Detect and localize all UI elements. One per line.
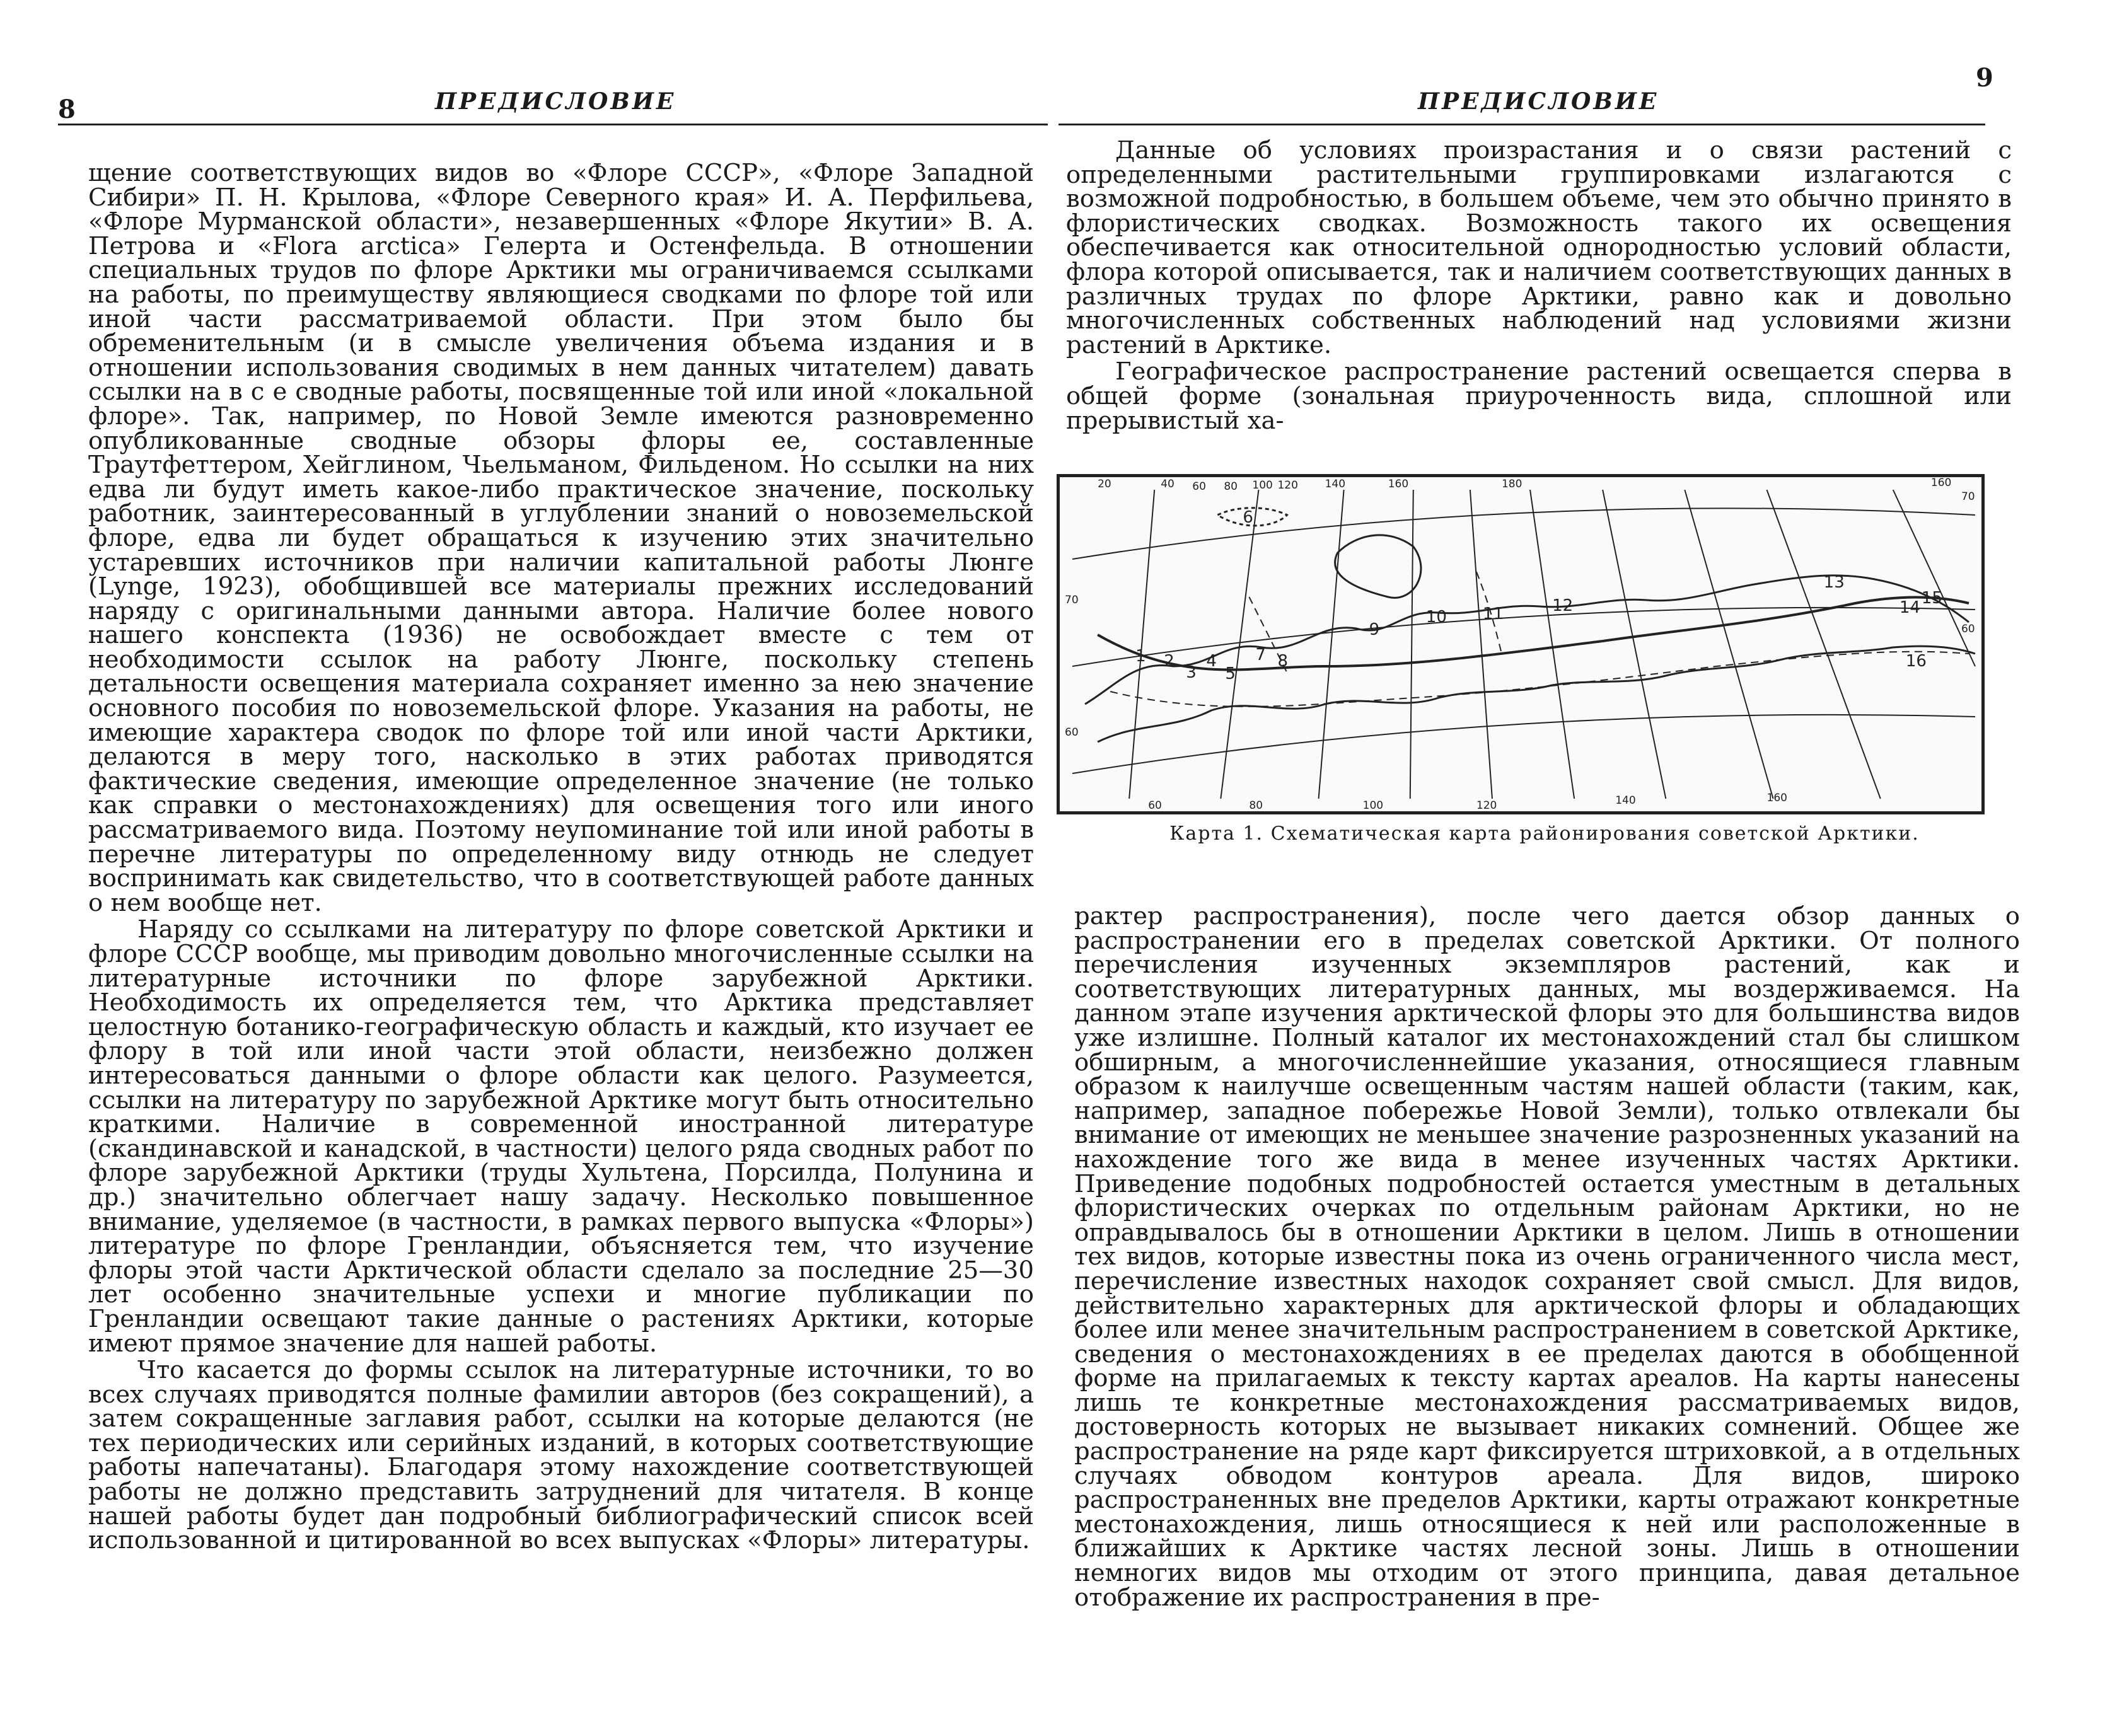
- header-rule: [1058, 124, 1985, 125]
- map-region-number: 15: [1921, 589, 1942, 608]
- paragraph: Данные об условиях произрастания и о связи растений с определенными растительными группировками излагаются с возможной подробностью, в большем объеме, чем это обычно принято в флористических сводках. Возможность такого их освещения обеспечивается как относительной однородностью условий области, флора которой описывается, так и наличием соответствующих данных в различных трудах по флоре Арктики, равно как и довольно многочисленных собственных наблюдений над условиями жизни растений в Арктике.: [1066, 136, 2012, 359]
- meridian-lines: [1129, 490, 1975, 799]
- map-figure: [1057, 474, 1985, 814]
- map-tick-bottom: 100: [1362, 799, 1384, 811]
- map-region-number: 12: [1552, 596, 1574, 615]
- paragraph: рактер распространения), после чего дается обзор данных о распространении его в пределах советской Арктики. От полного перечисления изученных экземпляров растений, как и соответствующих литературных данных, мы воздерживаемся. На данном этапе изучения арктической флоры это для большинства видов уже излишне. Полный каталог их местонахождений стал бы слишком обширным, а многочисленнейшие указания, относящиеся главным образом к наилучше освещенным частям нашей области (таким, как, например, западное побережье Новой Земли), только отвлекали бы внимание от имеющих не меньшее значение разрозненных указаний на нахождение того же вида в менее изученных частях Арктики. Приведение подобных подробностей остается уместным в детальных флористических очерках по отдельным районам Арктики, но не оправдывалось бы в отношении Арктики в целом. Лишь в отношении тех видов, которые известны пока из очень ограниченного числа мест, перечисление известных находок сохраняет свой смысл. Для видов, действительно характерных для арктической флоры и обладающих более или менее значительным распространением в советской Арктике, сведения о местонахождениях в ее пределах даются в обобщенной форме на прилагаемых к тексту картах ареалов. На карты нанесены лишь те конкретные местонахождения рассматриваемых видов, достоверность которых не вызывает никаких сомнений. Общее же распространение на ряде карт фиксируется штриховкой, а в отдельных случаях обводом контуров ареала. Для видов, широко распространенных вне пределов Арктики, карты отражают конкретные местонахождения, лишь относящиеся к ней или расположенные в ближайших к Арктике частях лесной зоны. Лишь в отношении немногих видов мы отходим от этого принципа, давая детальное отображение их распространения в пре-: [1074, 902, 2020, 1612]
- paragraph: Наряду со ссылками на литературу по флоре советской Арктики и флоре СССР вообще, мы приводим довольно многочисленные ссылки на литературные источники по флоре зарубежной Арктики. Необходимость их определяется тем, что Арктика представляет целостную ботанико-географическую область и каждый, кто изучает ее флору в той или иной части этой области, неизбежно должен интересоваться данными о флоре области как целого. Разумеется, ссылки на литературу по зарубежной Арктике могут быть относительно краткими. Наличие в современной иностранной литературе (скандинавской и канадской, в частности) целого ряда сводных работ по флоре зарубежной Арктики (труды Хультена, Порсилда, Полунина и др.) значительно облегчает нашу задачу. Несколько повышенное внимание, уделяемое (в частности, в рамках первого выпуска «Флоры») литературе по флоре Гренландии, объясняется тем, что изучение флоры этой части Арктической области сделало за последние 25—30 лет особенно значительные успехи и многие публикации по Гренландии освещают такие данные о растениях Арктики, которые имеют прямое значение для нашей работы.: [88, 915, 1034, 1358]
- right-text-column-top: [1066, 136, 2012, 435]
- coastline: [1085, 508, 1975, 742]
- paragraph: Географическое распространение растений освещается сперва в общей форме (зональная приуроченность вида, сплошной или прерывистый ха-: [1066, 357, 2012, 435]
- map-region-number: 14: [1899, 598, 1920, 617]
- map-tick-bottom: 120: [1476, 799, 1497, 811]
- right-text-column-bottom: [1074, 902, 2020, 1612]
- parallel-lines: [1072, 508, 1975, 773]
- paragraph: щение соответствующих видов во «Флоре СССР», «Флоре Западной Сибири» П. Н. Крылова, «Флоре Северного края» И. А. Перфильева, «Флоре Мурманской области», незавершенных «Флоре Якутии» В. А. Петрова и «Flora arctica» Гелерта и Остенфельда. В отношении специальных трудов по флоре Арктики мы ограничиваемся ссылками на работы, по преимуществу являющиеся сводками по флоре той или иной части рассматриваемой области. При этом было бы обременительным (и в смысле увеличения объема издания и в отношении использования сводимых в нем данных читателем) давать ссылки на в с е сводные работы, посвященные той или иной «локальной флоре». Так, например, по Новой Земле имеются разновременно опубликованные сводные обзоры флоры ее, составленные Траутфеттером, Хейглином, Чьельманом, Фильденом. Но ссылки на них едва ли будут иметь какое-либо практическое значение, поскольку работник, заинтересованный в углублении знаний о новоземельской флоре, едва ли будет обращаться к изучению этих значительно устаревших источников при наличии капитальной работы Люнге (Lynge, 1923), обобщившей все материалы прежних исследований наряду с оригинальными данными автора. Наличие более нового нашего конспекта (1936) не освобождает вместе с тем от необходимости ссылок на работу Люнге, поскольку степень детальности освещения материала сохраняет именно за нею значение основного пособия по новоземельской флоре. Указания на работы, не имеющие характера сводок по флоре той или иной части Арктики, делаются в меру того, насколько в этих работах приводятся фактические сведения, имеющие определенное значение (не только как справки о местонахождениях) для освещения того или иного рассматриваемого вида. Поэтому неупоминание той или иной работы в перечне литературы по определенному виду отнюдь не следует воспринимать как свидетельство, что в соответствующей работе данных о нем вообще нет.: [88, 159, 1034, 917]
- map-region-number: 7: [1255, 645, 1266, 664]
- map-tick-top: 160: [1930, 477, 1952, 489]
- map-region-number: 11: [1482, 605, 1504, 623]
- map-region-number: 2: [1164, 652, 1174, 671]
- paragraph: Что касается до формы ссылок на литературные источники, то во всех случаях приводятся полные фамилии авторов (без сокращений), а затем сокращенные заглавия работ, ссылки на которые делаются (не тех периодических или серийных изданий, в которых соответствующие работы напечатаны). Благодаря этому нахождение соответствующей работы не должно представить затруднений для читателя. В конце нашей работы будет дан подробный библиографический список всей использованной и цитированной во всех выпусках «Флоры» литературы.: [88, 1356, 1034, 1555]
- map-region-number: 4: [1206, 652, 1217, 671]
- map-region-number: 6: [1243, 508, 1253, 527]
- map-region-number: 9: [1369, 620, 1380, 639]
- map-tick-top: 20: [1098, 478, 1111, 490]
- map-region-number: 10: [1425, 608, 1447, 627]
- left-text-column: [88, 161, 1034, 1553]
- page-number: 8: [58, 95, 76, 124]
- map-tick-top: 140: [1325, 478, 1346, 490]
- map-tick-right: 70: [1961, 490, 1975, 503]
- page-number: 9: [1976, 63, 1993, 93]
- running-head: ПРЕДИСЛОВИЕ: [1418, 88, 1659, 115]
- left-page: [0, 0, 1058, 1736]
- map-caption: Карта 1. Схематическая карта районирования советской Арктики.: [1169, 823, 1920, 845]
- map-tick-top: 40: [1161, 478, 1174, 490]
- map-tick-top: 100: [1252, 479, 1273, 492]
- map-tick-top: 160: [1388, 478, 1409, 490]
- running-head: ПРЕДИСЛОВИЕ: [435, 88, 676, 115]
- map-tick-top: 120: [1277, 479, 1298, 492]
- subzone-boundary: [1110, 572, 1969, 707]
- map-region-number: 8: [1277, 652, 1289, 671]
- map-region-number: 1: [1135, 647, 1146, 666]
- map-region-number: 3: [1186, 663, 1197, 682]
- map-tick-bottom: 160: [1766, 792, 1788, 804]
- map-tick-right: 60: [1961, 623, 1975, 635]
- map-tick-top: 60: [1192, 480, 1206, 493]
- map-tick-left: 70: [1065, 594, 1079, 606]
- map-tick-bottom: 60: [1148, 799, 1162, 811]
- header-rule: [58, 124, 1048, 125]
- map-tick-left: 60: [1065, 726, 1079, 739]
- arctic-regions-map: [1060, 477, 1981, 811]
- map-tick-bottom: 140: [1615, 794, 1636, 807]
- map-tick-bottom: 80: [1249, 799, 1263, 811]
- map-region-number: 5: [1225, 664, 1236, 683]
- map-region-number: 16: [1905, 652, 1927, 671]
- map-tick-top: 180: [1501, 478, 1522, 490]
- map-tick-top: 80: [1224, 480, 1238, 493]
- map-region-number: 13: [1823, 573, 1845, 592]
- right-page: [1058, 0, 2117, 1736]
